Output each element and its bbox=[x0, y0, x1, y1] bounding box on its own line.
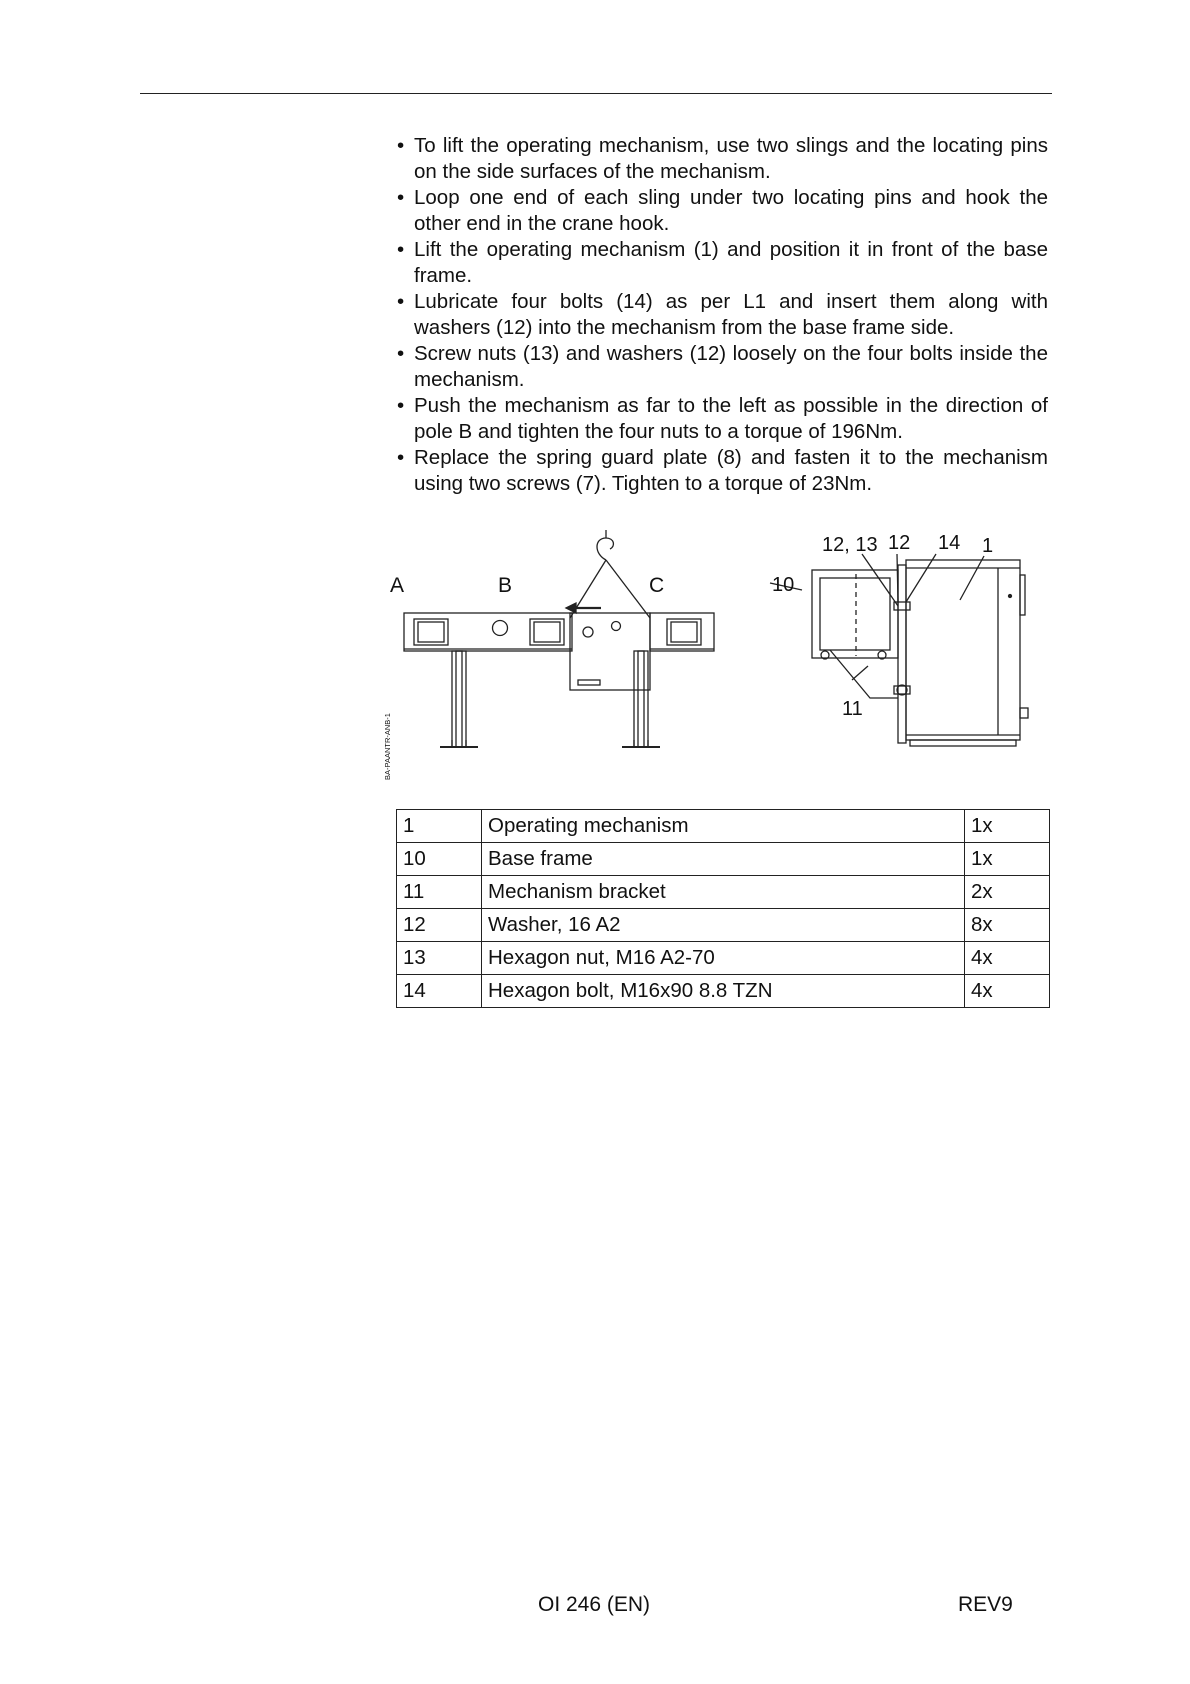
document-id: OI 246 (EN) bbox=[538, 1593, 651, 1616]
callout-11: 11 bbox=[842, 698, 863, 720]
base-frame-side bbox=[812, 570, 898, 658]
pin-icon bbox=[583, 627, 593, 637]
instruction-list bbox=[396, 133, 1048, 497]
table-row bbox=[397, 975, 1050, 1008]
callout-12-13: 12, 13 bbox=[822, 534, 878, 556]
arrow-left-icon bbox=[566, 603, 576, 613]
part-qty: 4x bbox=[965, 942, 1050, 975]
operating-mechanism-side bbox=[906, 560, 1020, 740]
parts-table bbox=[396, 809, 1050, 1008]
instruction-item: • To lift the operating mechanism, use two slings and the locating pins on the side surfaces of the mechanism. bbox=[396, 133, 1048, 185]
part-number: 13 bbox=[397, 942, 482, 975]
part-name: Mechanism bracket bbox=[482, 876, 965, 909]
pole-label-b: B bbox=[498, 574, 513, 597]
part-number: 1 bbox=[397, 810, 482, 843]
part-number: 11 bbox=[397, 876, 482, 909]
instruction-item: • Lift the operating mechanism (1) and position it in front of the base frame. bbox=[396, 237, 1048, 289]
pole-label-c: C bbox=[649, 574, 665, 597]
hole-icon bbox=[493, 621, 508, 636]
table-row bbox=[397, 876, 1050, 909]
instruction-item: • Lubricate four bolts (14) as per L1 and insert them along with washers (12) into the mechanism from the base frame side. bbox=[396, 289, 1048, 341]
part-name: Operating mechanism bbox=[482, 810, 965, 843]
table-row bbox=[397, 810, 1050, 843]
instruction-item: • Push the mechanism as far to the left as possible in the direction of pole B and tighten the four nuts to a torque of 196Nm. bbox=[396, 393, 1048, 445]
instruction-item: • Loop one end of each sling under two locating pins and hook the other end in the crane hook. bbox=[396, 185, 1048, 237]
revision-label: REV9 bbox=[958, 1593, 1013, 1616]
part-name: Washer, 16 A2 bbox=[482, 909, 965, 942]
sling-right bbox=[606, 560, 650, 618]
part-name: Hexagon bolt, M16x90 8.8 TZN bbox=[482, 975, 965, 1008]
table-row bbox=[397, 843, 1050, 876]
instruction-item: • Replace the spring guard plate (8) and fasten it to the mechanism using two screws (7). Tighten to a torque of 23Nm. bbox=[396, 445, 1048, 497]
part-name: Hexagon nut, M16 A2-70 bbox=[482, 942, 965, 975]
part-qty: 2x bbox=[965, 876, 1050, 909]
part-number: 10 bbox=[397, 843, 482, 876]
instruction-item: • Screw nuts (13) and washers (12) loosely on the four bolts inside the mechanism. bbox=[396, 341, 1048, 393]
part-name: Base frame bbox=[482, 843, 965, 876]
part-qty: 1x bbox=[965, 810, 1050, 843]
pin-icon bbox=[612, 622, 621, 631]
part-number: 12 bbox=[397, 909, 482, 942]
table-row bbox=[397, 942, 1050, 975]
header-rule bbox=[140, 93, 1052, 94]
front-view bbox=[404, 530, 714, 747]
pole-label-a: A bbox=[390, 574, 405, 597]
callout-14: 14 bbox=[938, 532, 961, 554]
crane-hook-icon bbox=[597, 538, 613, 560]
figure-id: BA-PAANTR-ANB-1 bbox=[383, 713, 392, 780]
callout-1: 1 bbox=[982, 535, 994, 557]
part-qty: 4x bbox=[965, 975, 1050, 1008]
assembly-diagram bbox=[370, 530, 1060, 785]
part-qty: 1x bbox=[965, 843, 1050, 876]
callout-10: 10 bbox=[772, 574, 795, 596]
table-row bbox=[397, 909, 1050, 942]
side-view bbox=[770, 554, 1028, 746]
part-qty: 8x bbox=[965, 909, 1050, 942]
part-number: 14 bbox=[397, 975, 482, 1008]
callout-12: 12 bbox=[888, 532, 911, 554]
